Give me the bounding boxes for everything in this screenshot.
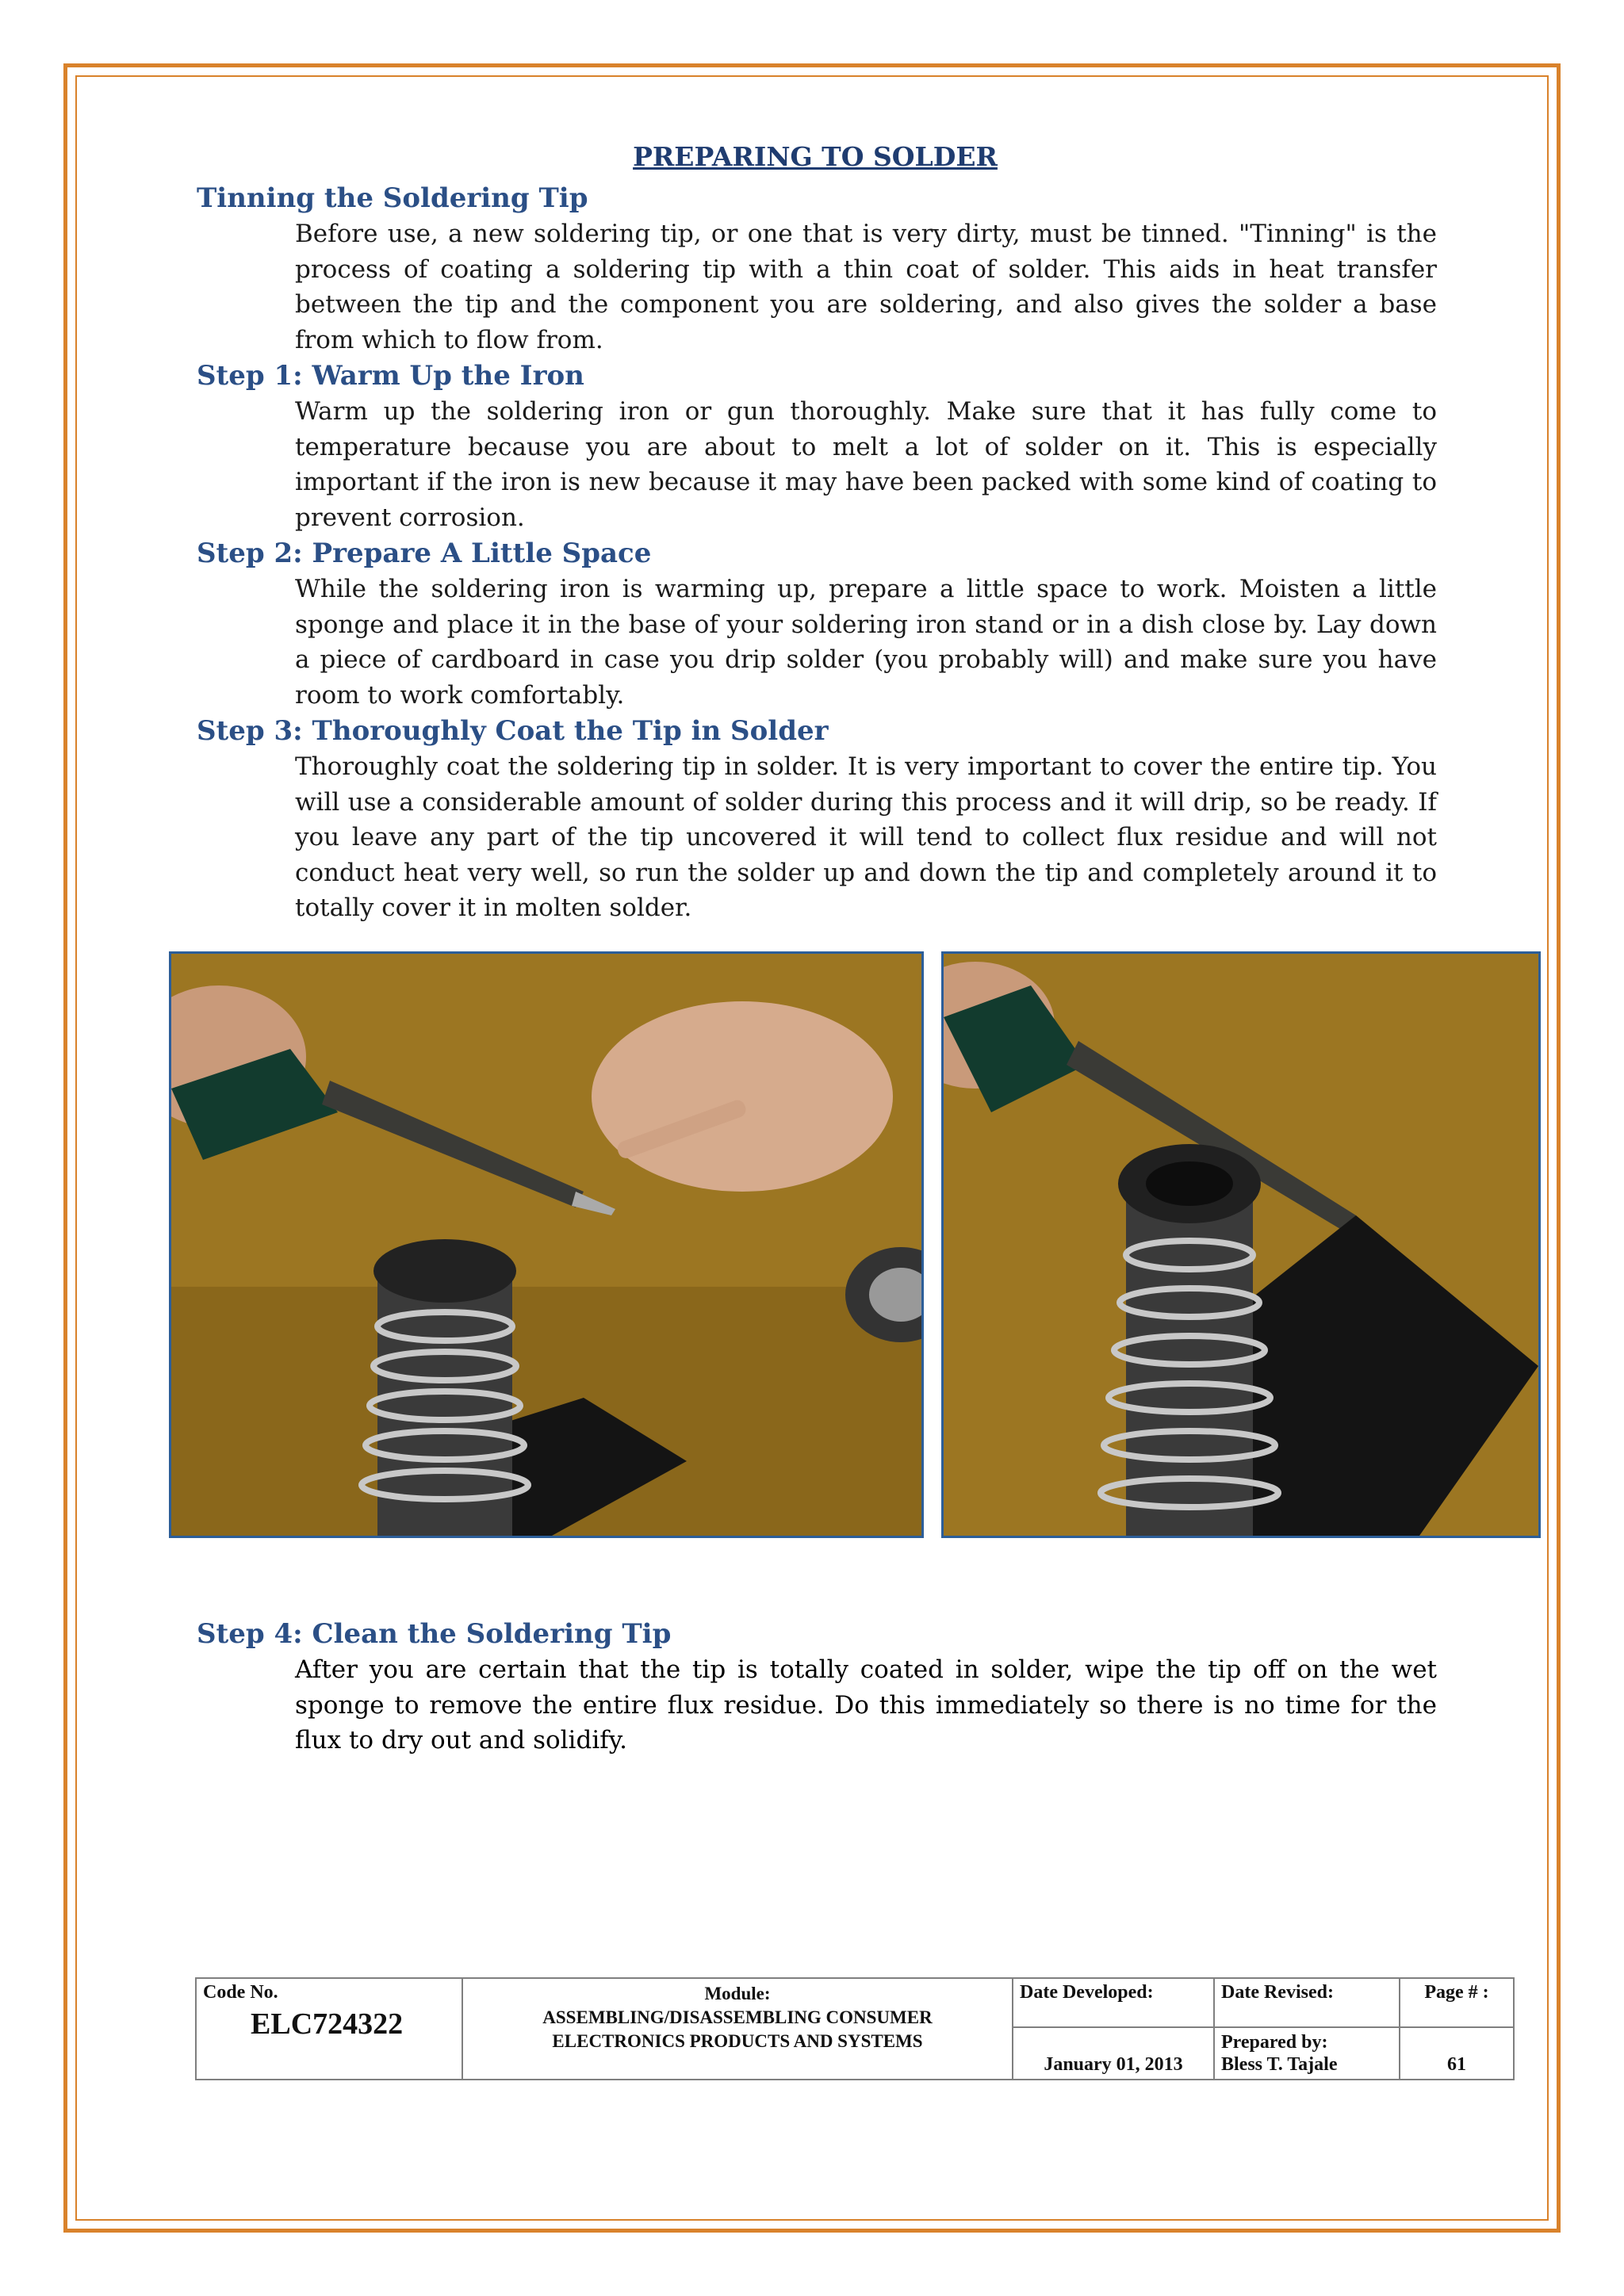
section-text: Warm up the soldering iron or gun thoroughly. Make sure that it has fully come to temperature because you are about to melt a lot of solder on it. This is especially important if the iron is new because it may have been packed with some kind of coating to prevent corrosion.	[295, 397, 1437, 532]
footer-date-developed-label: Date Developed:	[1013, 1978, 1214, 2027]
section-tinning	[197, 180, 1437, 358]
footer-module-label: Module:	[704, 1984, 771, 2003]
footer-module-line1: ASSEMBLING/DISASSEMBLING CONSUMER	[542, 2007, 933, 2027]
section-text: Before use, a new soldering tip, or one that is very dirty, must be tinned. "Tinning" is the process of coating a soldering tip with a thin coat of solder. This aids in heat transfer between the tip and the component you are soldering, and also gives the solder a base from which to flow from.	[295, 220, 1437, 354]
section-heading: Step 4: Clean the Soldering Tip	[197, 1618, 672, 1650]
footer-date-developed-value: January 01, 2013	[1013, 2027, 1214, 2080]
section-heading: Step 3: Thoroughly Coat the Tip in Solder	[197, 715, 829, 747]
footer-prepared-by-value: Bless T. Tajale	[1221, 2054, 1338, 2075]
section-step-3	[197, 713, 1437, 926]
section-step-2	[197, 535, 1437, 713]
footer-module-cell	[462, 1978, 1013, 2080]
page-title: PREPARING TO SOLDER	[633, 141, 998, 172]
section-heading: Tinning the Soldering Tip	[197, 182, 588, 214]
photo-iron-in-stand-illustration	[944, 954, 1538, 1536]
photo-row	[169, 951, 1541, 1538]
footer-table	[195, 1977, 1515, 2080]
footer-page-value: 61	[1400, 2027, 1514, 2080]
section-step-4	[197, 1616, 1437, 1758]
section-heading: Step 2: Prepare A Little Space	[197, 538, 652, 569]
footer-date-revised-label: Date Revised:	[1214, 1978, 1400, 2027]
footer-code-value: ELC724322	[251, 2007, 404, 2041]
footer-code-label: Code No.	[203, 1982, 278, 2003]
section-text: While the soldering iron is warming up, prepare a little space to work. Moisten a little sponge and place it in the base of your soldering iron stand or in a dish close by. Lay down a piece of cardboard in case you drip solder (you probably will) and make sure you have room to work comfortably.	[295, 575, 1437, 710]
section-step-1	[197, 358, 1437, 535]
footer-module-line2: ELECTRONICS PRODUCTS AND SYSTEMS	[552, 2031, 923, 2051]
section-heading: Step 1: Warm Up the Iron	[197, 360, 584, 392]
photo-iron-in-stand	[941, 951, 1541, 1538]
photo-tinning-tip	[169, 951, 924, 1538]
section-text: After you are certain that the tip is totally coated in solder, wipe the tip off on the wet sponge to remove the entire flux residue. Do this immediately so there is no time for the flux to dry out and solidify.	[295, 1655, 1437, 1755]
footer-page-label: Page # :	[1400, 1978, 1514, 2027]
photo-tinning-tip-illustration	[171, 954, 921, 1536]
footer-prepared-by-label: Prepared by:	[1221, 2032, 1328, 2053]
page-content	[197, 141, 1437, 926]
footer-prepared-cell	[1214, 2027, 1400, 2080]
section-text: Thoroughly coat the soldering tip in solder. It is very important to cover the entire tip. You will use a considerable amount of solder during this process and it will drip, so be ready. If you leave any part of the tip uncovered it will tend to collect flux residue and will not conduct heat very well, so run the solder up and down the tip and completely around it to totally cover it in molten solder.	[295, 752, 1437, 922]
footer-code-cell	[196, 1978, 462, 2080]
